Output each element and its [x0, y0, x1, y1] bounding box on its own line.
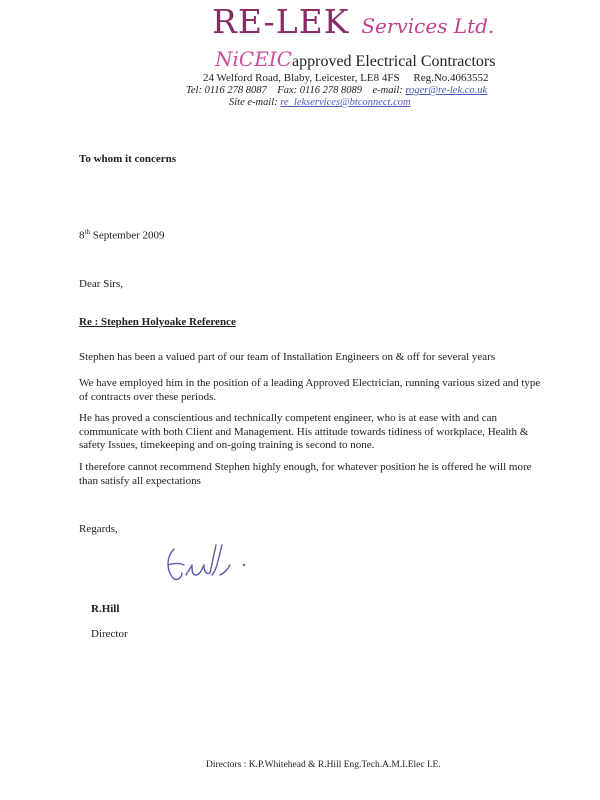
- company-name: RE-LEK: [212, 2, 350, 41]
- site-email-line: [229, 97, 411, 108]
- niceic-logo: NiCEIC: [215, 47, 293, 71]
- salutation-header: To whom it concerns: [79, 153, 177, 165]
- company-suffix: Services Ltd.: [361, 14, 495, 38]
- date-suffix: th: [84, 228, 90, 236]
- approved-text: approved Electrical Contractors: [292, 53, 496, 70]
- paragraph: I therefore cannot recommend Stephen highly enough, for whatever position he is offered he will more than satisfy all expectations: [79, 461, 532, 487]
- paragraph: Stephen has been a valued part of our team of Installation Engineers on & off for several years: [79, 351, 496, 363]
- site-email-label: Site e-mail:: [229, 97, 278, 108]
- date-day: 8: [79, 229, 85, 242]
- address: 24 Welford Road, Blaby, Leicester, LE8 4FS: [203, 72, 400, 84]
- paragraph: We have employed him in the position of a leading Approved Electrician, running various sized and type of contracts over these periods.: [79, 377, 541, 403]
- accreditation-line: [215, 47, 495, 71]
- signatory-title: Director: [91, 628, 128, 640]
- date-rest: September 2009: [89, 229, 165, 242]
- email-label: e-mail:: [372, 85, 403, 96]
- signatory-name: R.Hill: [91, 603, 120, 615]
- handwritten-signature: [160, 535, 270, 590]
- letter-date: [79, 228, 165, 242]
- contact-line: [186, 85, 487, 96]
- tel: Tel: 0116 278 8087: [186, 85, 267, 96]
- subject-line: Re : Stephen Holyoake Reference: [79, 316, 236, 328]
- company-logo: [212, 2, 512, 41]
- closing: Regards,: [79, 523, 118, 535]
- paragraph: He has proved a conscientious and technically competent engineer, who is at ease with and can communicate with both Client and Management. His attitude towards tidiness of workplace, Health & safety Issues, timekeeping and on-going training is second to none.: [79, 412, 529, 451]
- site-email-link[interactable]: re_lekservices@btconnect.com: [280, 97, 411, 108]
- fax: Fax: 0116 278 8089: [277, 85, 362, 96]
- reg-no: Reg.No.4063552: [413, 72, 489, 84]
- address-line: [203, 72, 489, 84]
- email-link[interactable]: roger@re-lek.co.uk: [405, 85, 488, 96]
- directors-footer: Directors : K.P.Whitehead & R.Hill Eng.Tech.A.M.I.Elec I.E.: [206, 760, 441, 770]
- greeting: Dear Sirs,: [79, 278, 123, 290]
